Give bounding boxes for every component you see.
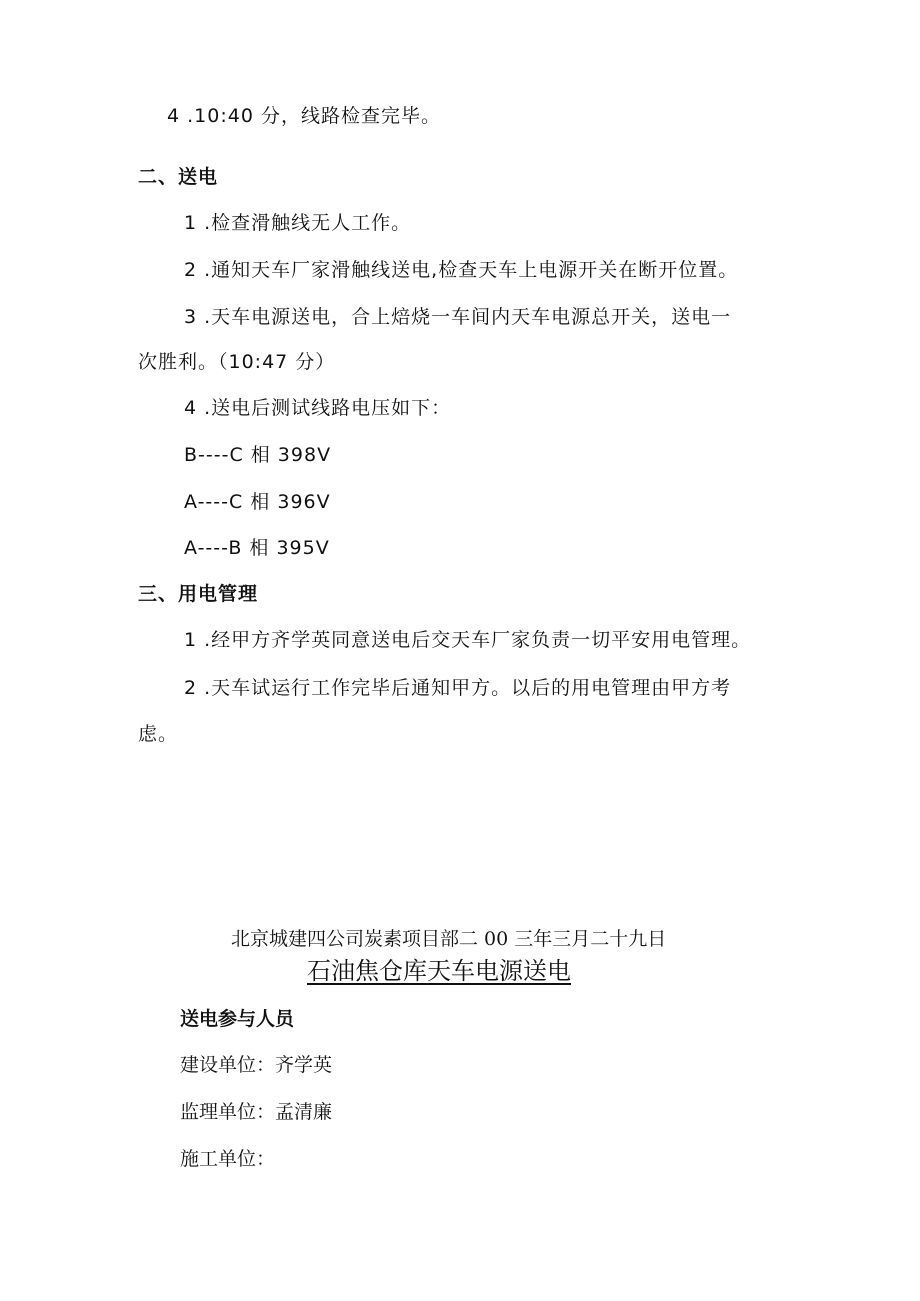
section2-heading: 二、送电	[138, 166, 219, 188]
section1-item4: 4 .10:40 分，线路检查完毕。	[167, 105, 441, 127]
section3-item2: 2 .天车试运行工作完毕后通知甲方。以后的用电管理由甲方考	[184, 677, 732, 699]
section2-item2: 2 .通知天车厂家滑触线送电,检查天车上电源开关在断开位置。	[184, 259, 739, 281]
section2-item4: 4 .送电后测试线路电压如下：	[184, 397, 452, 419]
participants-heading: 送电参与人员	[180, 1008, 295, 1030]
voltage-ac: A----C 相 396V	[184, 491, 331, 513]
signature-date: 北京城建四公司炭素项目部二 00 三年三月二十九日	[231, 928, 667, 950]
section3-item1: 1 .经甲方齐学英同意送电后交天车厂家负责一切平安用电管理。	[184, 629, 752, 651]
section2-item3: 3 .天车电源送电，合上焙烧一车间内天车电源总开关，送电一	[184, 306, 732, 328]
section3-heading: 三、用电管理	[138, 583, 259, 605]
contractor-unit: 施工单位：	[180, 1148, 276, 1170]
section3-item2-cont: 虑。	[138, 723, 179, 745]
construction-unit: 建设单位：齐学英	[180, 1054, 333, 1076]
supervision-unit: 监理单位：孟清廉	[180, 1101, 333, 1123]
section2-item3-cont: 次胜利。（10:47 分）	[138, 351, 336, 373]
section2-item1: 1 .检查滑触线无人工作。	[184, 212, 412, 234]
voltage-bc: B----C 相 398V	[184, 444, 332, 466]
document-title: 石油焦仓库天车电源送电	[307, 957, 571, 985]
voltage-ab: A----B 相 395V	[184, 537, 330, 559]
